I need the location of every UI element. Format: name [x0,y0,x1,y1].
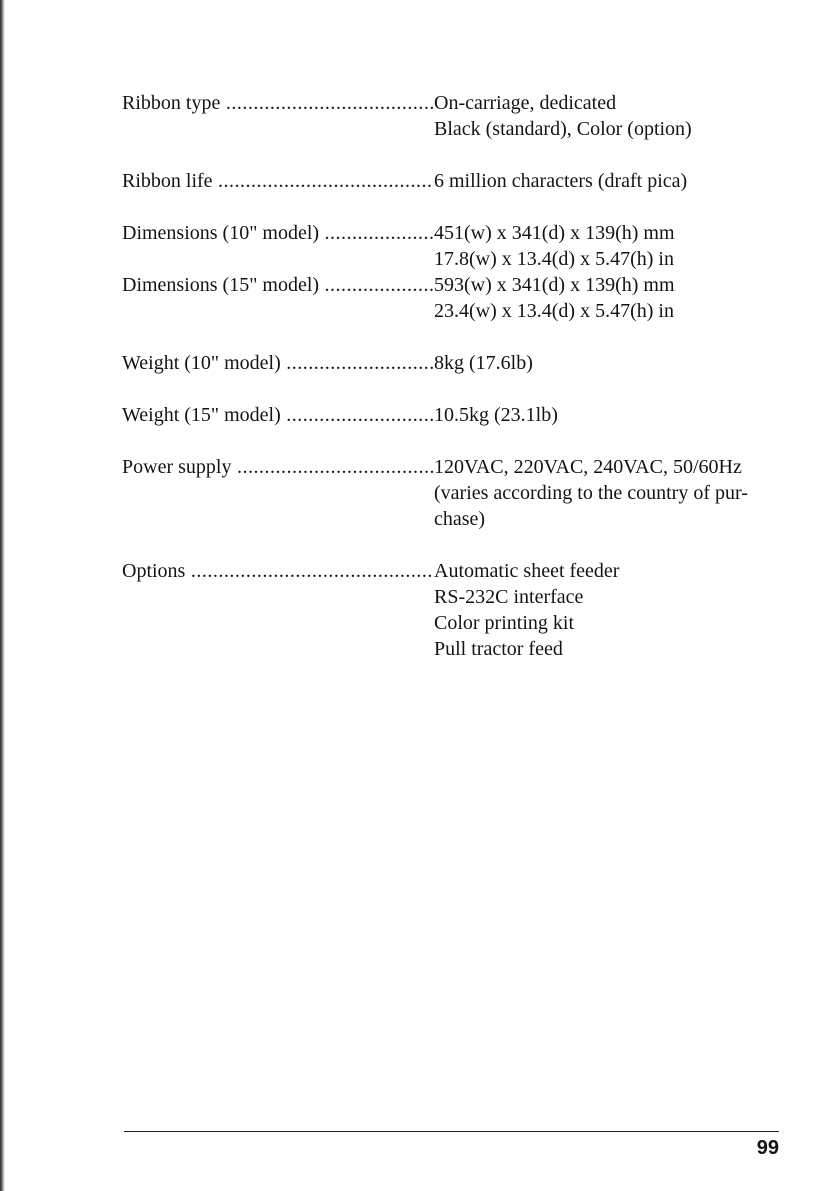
spec-label: Weight (15" model) ..... [122,402,434,428]
spec-label: Ribbon life ..... [122,168,434,194]
spec-value: 8kg (17.6lb) [434,352,533,374]
spec-label: Dimensions (10" model) ..... [122,220,434,246]
spec-row-weight-15 [122,402,792,428]
spec-row-ribbon-type [122,90,792,142]
spec-value: 6 million characters (draft pica) [434,170,688,192]
spec-value: 593(w) x 341(d) x 139(h) mm 23.4(w) x 13.4(d) x 5.47(h) in [434,274,675,322]
spec-row-weight-10 [122,350,792,376]
spec-list [122,90,792,662]
spec-value: 120VAC, 220VAC, 240VAC, 50/60Hz (varies according to the country of pur- chase) [434,456,748,530]
scan-edge [0,0,5,1191]
spec-label: Dimensions (15" model) ..... [122,272,434,298]
spec-row-power-supply [122,454,792,532]
spec-row-dimensions-10 [122,220,792,272]
spec-row-ribbon-life [122,168,792,194]
spec-label: Weight (10" model) ..... [122,350,434,376]
spec-value: 10.5kg (23.1lb) [434,404,558,426]
spec-value: 451(w) x 341(d) x 139(h) mm 17.8(w) x 13.4(d) x 5.47(h) in [434,222,675,270]
spec-value: Automatic sheet feeder RS-232C interface Color printing kit Pull tractor feed [434,560,620,660]
spec-row-options [122,558,792,662]
spec-label: Power supply ..... [122,454,434,480]
footer-rule [124,1131,779,1132]
spec-row-dimensions-15 [122,272,792,324]
spec-label: Options ..... [122,558,434,584]
spec-label: Ribbon type ..... [122,90,434,116]
spec-value: On-carriage, dedicated Black (standard), Color (option) [434,92,692,140]
page-number: 99 [756,1137,779,1159]
